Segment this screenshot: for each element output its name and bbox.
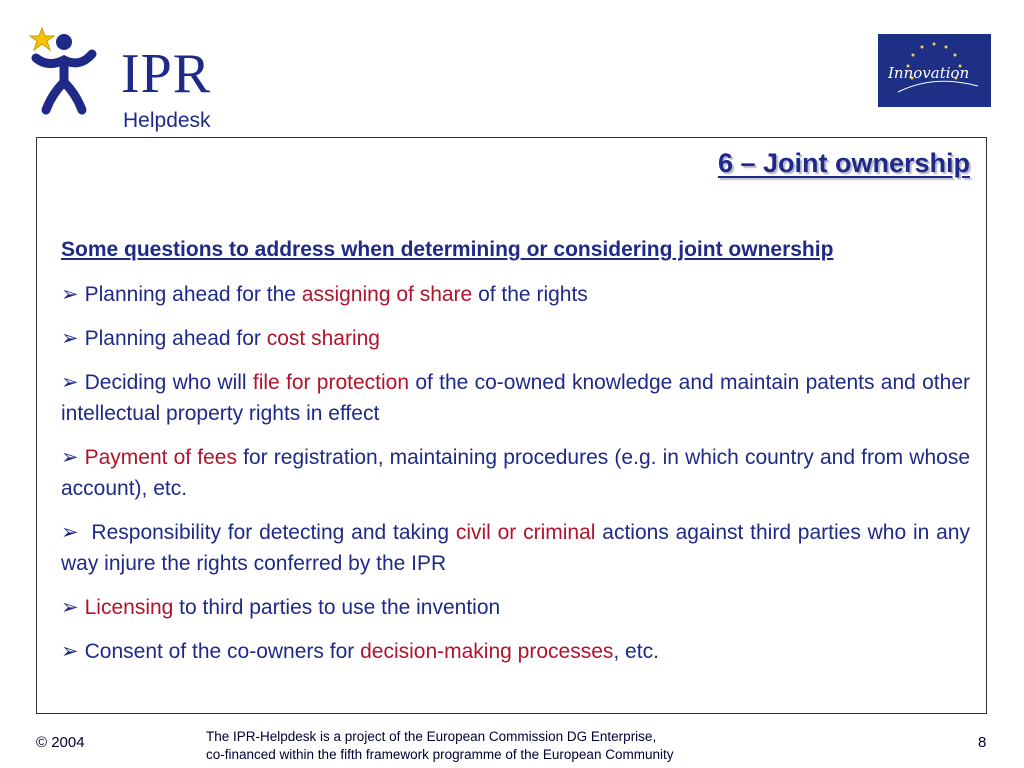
bullet-text: of the rights (472, 283, 588, 306)
bullet-text: Responsibility for detecting and taking (84, 521, 456, 544)
section-heading: Some questions to address when determining or considering joint ownership (61, 238, 834, 261)
arrow-bullet-icon: ➢ (61, 327, 79, 350)
arrow-bullet-icon: ➢ (61, 283, 79, 306)
bullet-text: to third parties to use the invention (173, 596, 501, 619)
bullet-highlight: assigning of share (301, 283, 473, 306)
slide-content (61, 234, 970, 680)
bullet-item (61, 592, 970, 623)
bullet-item (61, 636, 970, 667)
bullet-highlight: civil or criminal (455, 521, 596, 544)
bullet-highlight: cost sharing (266, 327, 380, 350)
bullet-text: of the co-owned knowledge and maintain patents and other intellectual property rights in effect (61, 371, 970, 425)
bullet-item (61, 279, 970, 310)
slide-frame (36, 137, 987, 714)
arrow-bullet-icon: ➢ (61, 371, 79, 394)
bullet-text: , etc. (613, 640, 659, 663)
bullet-list (61, 279, 970, 667)
bullet-item (61, 517, 970, 579)
bullet-text: Consent of the co-owners for (84, 640, 361, 663)
bullet-item (61, 367, 970, 429)
copyright: © 2004 (36, 734, 85, 751)
logo-title: IPR (121, 43, 212, 105)
bullet-highlight: decision-making processes (360, 640, 614, 663)
bullet-highlight: file for protection (252, 371, 410, 394)
footer-note (206, 728, 673, 764)
footer-line-1: The IPR-Helpdesk is a project of the European Commission DG Enterprise, (206, 729, 657, 744)
arrow-bullet-icon: ➢ (61, 640, 79, 663)
arrow-bullet-icon: ➢ (61, 446, 79, 469)
bullet-text: Deciding who will (84, 371, 253, 394)
slide-title: 6 – Joint ownership (717, 148, 970, 178)
bullet-highlight: Payment of fees (84, 446, 237, 469)
logo-subtitle: Helpdesk (123, 109, 211, 132)
bullet-item (61, 323, 970, 354)
bullet-text: for registration, maintaining procedures (e.g. in which country and from whose account), etc. (61, 446, 971, 500)
bullet-text: actions against third parties who in any way injure the rights conferred by the IPR (61, 521, 970, 575)
ipr-helpdesk-logo (28, 24, 228, 132)
bullet-item (61, 442, 970, 504)
footer-line-2: co-financed within the fifth framework programme of the European Community (206, 747, 674, 762)
innovation-badge (878, 34, 991, 107)
page-number: 8 (978, 734, 987, 751)
badge-text: Innovation (888, 64, 970, 82)
ipr-figure-icon (28, 24, 98, 116)
bullet-highlight: Licensing (84, 596, 174, 619)
bullet-text: Planning ahead for (84, 327, 267, 350)
arrow-bullet-icon: ➢ (61, 596, 79, 619)
bullet-text: Planning ahead for the (84, 283, 302, 306)
arrow-bullet-icon: ➢ (61, 521, 79, 544)
